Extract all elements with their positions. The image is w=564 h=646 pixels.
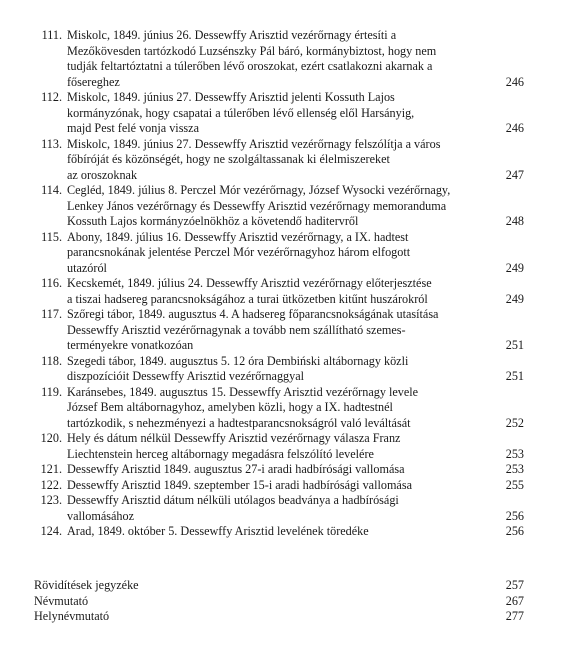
entry-page-number: 249: [505, 291, 524, 306]
entry-number: 119.: [41, 384, 62, 399]
entry-title-line: tudják feltartóztatni a túlerőben lévő oroszokat, ezért csatlakozni akarnak a: [67, 59, 433, 73]
entry-number: 121.: [40, 462, 62, 476]
entry-title-line: József Bem altábornagyhoz, amelyben közli, hogy a IX. hadtestnél: [67, 400, 393, 414]
entry-title: [62, 137, 524, 184]
appendix-page-number: 277: [505, 609, 524, 623]
entry-title-line: az oroszoknak: [67, 167, 138, 182]
entry-number: 118.: [41, 353, 62, 368]
entry-page-number: 249: [505, 260, 524, 275]
toc-entry: [34, 478, 524, 494]
appendix-label: Névmutató: [34, 593, 89, 608]
entry-title-line: kormányzónak, hogy csapatai a túlerőben lévő ellenség elől Harsányig,: [67, 105, 415, 120]
entry-title: [62, 28, 524, 90]
entry-title: [62, 462, 524, 478]
toc-entry: [34, 276, 524, 307]
entry-title-line: Szőregi tábor, 1849. augusztus 4. A hadsereg főparancsnokságának utasítása: [67, 307, 439, 321]
toc-entry: [34, 385, 524, 432]
entry-number: 112.: [41, 90, 62, 104]
entry-page-number: 248: [505, 214, 524, 228]
entry-title-line: a tiszai hadsereg parancsnokságához a turai ütközetben kitűnt huszárokról: [67, 291, 428, 306]
entry-title-line: tartózkodik, s nehezményezi a hadtestparancsnokságról való leváltását: [67, 415, 411, 430]
entry-page-number: 253: [505, 462, 524, 476]
entry-title-line: főbíróját és közönségét, hogy ne szolgáltassanak ki élelmiszereket: [67, 152, 390, 166]
toc-entry: [34, 183, 524, 230]
toc-entry: [34, 307, 524, 354]
entry-title-line: fősereghez: [67, 74, 120, 89]
entry-title-line: Dessewffy Arisztid 1849. augusztus 27-i aradi hadbírósági vallomása: [67, 462, 405, 476]
entry-title-line: utazóról: [67, 260, 107, 275]
entry-title: [62, 524, 524, 540]
toc-entry: [34, 431, 524, 462]
entry-title-line: Szegedi tábor, 1849. augusztus 5. 12 óra Dembiński altábornagy közli: [67, 353, 409, 368]
entry-title: [62, 183, 524, 230]
appendix-page-number: 267: [505, 593, 524, 608]
table-of-contents: [34, 28, 524, 540]
entry-number: 114.: [41, 183, 62, 197]
entry-title-line: Miskolc, 1849. június 26. Dessewffy Arisztid vezérőrnagy értesíti a: [67, 28, 397, 42]
entry-title-line: Miskolc, 1849. június 27. Dessewffy Arisztid jelenti Kossuth Lajos: [67, 90, 395, 104]
entry-number: 117.: [41, 307, 62, 321]
toc-entry: [34, 137, 524, 184]
entry-page-number: 251: [505, 369, 524, 383]
toc-entry: [34, 28, 524, 90]
appendix-item: [34, 609, 524, 625]
entry-title-line: parancsnokának jelentése Perczel Mór vezérőrnagyhoz három elfogott: [67, 245, 411, 259]
entry-title: [62, 90, 524, 137]
entry-page-number: 255: [505, 477, 524, 492]
entry-page-number: 246: [505, 121, 524, 135]
entry-number: 124.: [40, 524, 62, 538]
entry-title-line: diszpozícióit Dessewffy Arisztid vezérőrnaggyal: [67, 369, 305, 383]
entry-title-line: Lenkey János vezérőrnagy és Dessewffy Arisztid vezérőrnagy memoranduma: [67, 198, 447, 213]
entry-title-line: terményekre vonatkozóan: [67, 338, 194, 352]
toc-entry: [34, 230, 524, 277]
entry-number: 116.: [41, 276, 62, 290]
entry-title: [62, 385, 524, 432]
entry-title-line: Dessewffy Arisztid dátum nélküli utólagos beadványa a hadbírósági: [67, 493, 399, 507]
toc-entry: [34, 493, 524, 524]
entry-number: 113.: [41, 136, 62, 151]
appendix-item: [34, 594, 524, 610]
entry-page-number: 256: [505, 524, 524, 538]
entry-page-number: 256: [505, 508, 524, 523]
appendix-list: [34, 578, 524, 625]
entry-title: [62, 307, 524, 354]
entry-title-line: Cegléd, 1849. július 8. Perczel Mór vezérőrnagy, József Wysocki vezérőrnagy,: [67, 183, 451, 197]
appendix-item: [34, 578, 524, 594]
entry-title: [62, 230, 524, 277]
entry-title-line: Kecskemét, 1849. július 24. Dessewffy Arisztid vezérőrnagy előterjesztése: [67, 276, 432, 290]
entry-title-line: Dessewffy Arisztid 1849. szeptember 15-i aradi hadbírósági vallomása: [67, 477, 412, 492]
entry-title-line: Liechtenstein herceg altábornagy megadásra felszólító levelére: [67, 446, 374, 461]
appendix-label: Rövidítések jegyzéke: [34, 578, 139, 592]
entry-number: 115.: [41, 229, 62, 244]
toc-entry: [34, 524, 524, 540]
entry-title: [62, 493, 524, 524]
entry-title-line: majd Pest felé vonja vissza: [67, 121, 199, 135]
toc-entry: [34, 462, 524, 478]
entry-title: [62, 354, 524, 385]
entry-title: [62, 478, 524, 494]
entry-page-number: 253: [505, 446, 524, 461]
appendix-label: Helynévmutató: [34, 609, 110, 623]
entry-page-number: 251: [505, 338, 524, 352]
toc-entry: [34, 354, 524, 385]
entry-title-line: vallomásához: [67, 508, 135, 523]
entry-title-line: Abony, 1849. július 16. Dessewffy Arisztid vezérőrnagy, a IX. hadtest: [67, 229, 409, 244]
entry-title-line: Miskolc, 1849. június 27. Dessewffy Arisztid vezérőrnagy felszólítja a város: [67, 136, 441, 151]
entry-title-line: Arad, 1849. október 5. Dessewffy Arisztid levelének töredéke: [67, 524, 369, 538]
entry-title: [62, 431, 524, 462]
appendix-page-number: 257: [505, 578, 524, 592]
entry-title: [62, 276, 524, 307]
entry-title-line: Karánsebes, 1849. augusztus 15. Dessewffy Arisztid vezérőrnagy levele: [67, 384, 419, 399]
entry-number: 122.: [40, 477, 62, 492]
entry-page-number: 246: [505, 74, 524, 89]
entry-title-line: Mezőkövesden tartózkodó Luzsénszky Pál báró, kormánybiztost, hogy nem: [67, 43, 437, 58]
toc-entry: [34, 90, 524, 137]
entry-number: 111.: [41, 28, 62, 42]
entry-number: 120.: [40, 431, 62, 445]
entry-title-line: Hely és dátum nélkül Dessewffy Arisztid vezérőrnagy válasza Franz: [67, 431, 401, 445]
entry-number: 123.: [40, 493, 62, 507]
entry-page-number: 247: [505, 167, 524, 182]
entry-title-line: Dessewffy Arisztid vezérőrnagynak a tovább nem szállítható szemes-: [67, 322, 406, 337]
entry-page-number: 252: [505, 415, 524, 430]
entry-title-line: Kossuth Lajos kormányzóelnökhöz a követendő haditervről: [67, 214, 359, 228]
